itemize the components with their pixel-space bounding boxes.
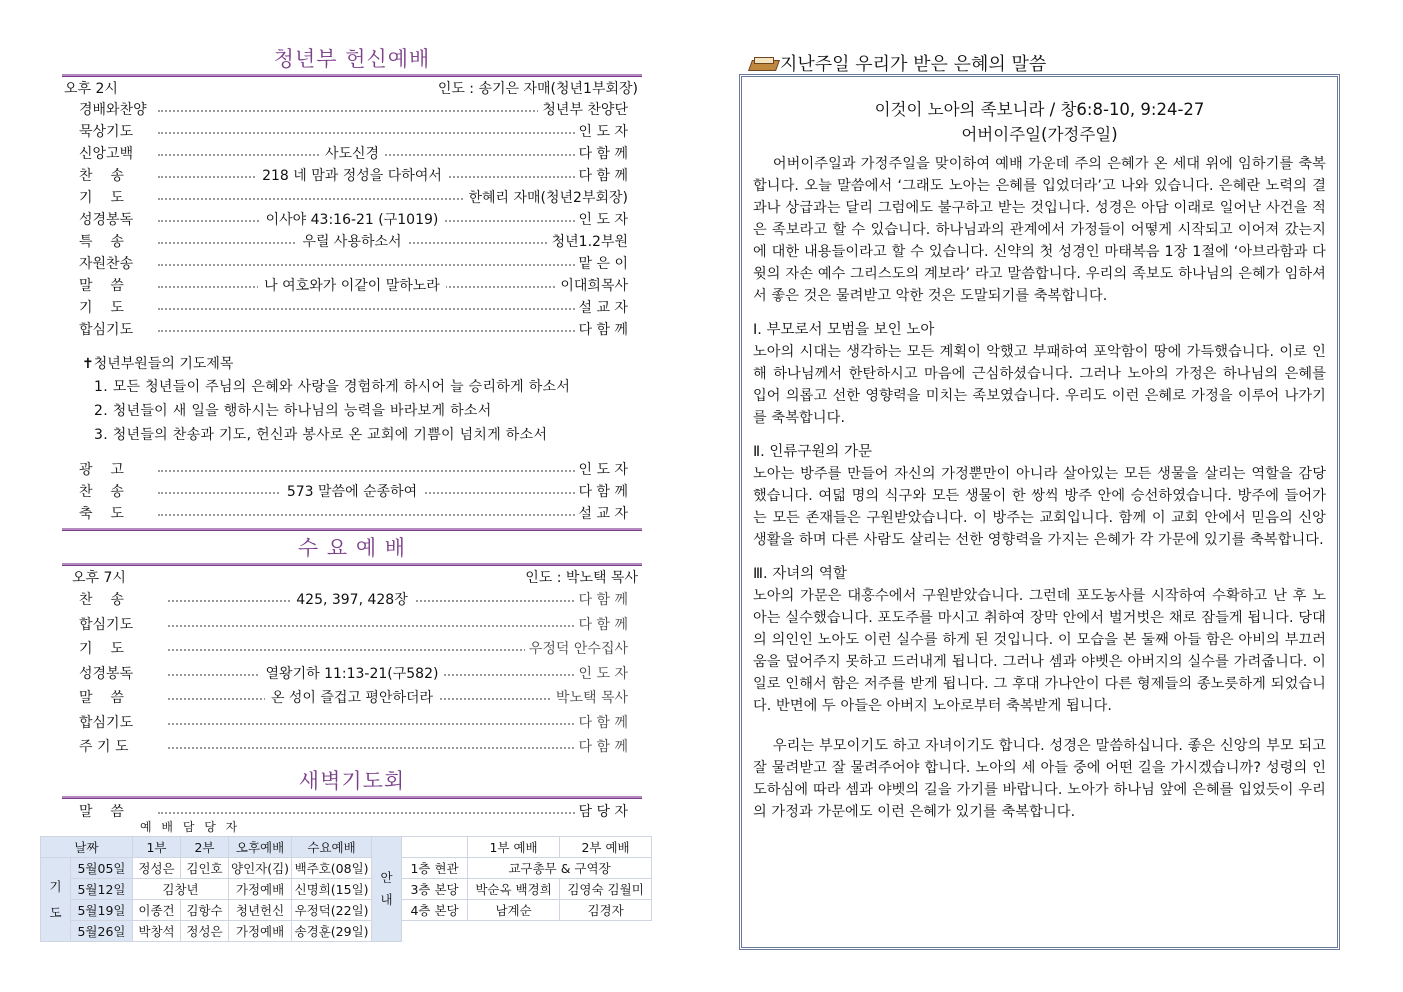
order-row — [62, 297, 642, 319]
schedule-cell: 백주호(08일) — [292, 858, 372, 879]
sermon-conclusion: 우리는 부모이기도 하고 자녀이기도 합니다. 성경은 말씀하십니다. 좋은 신앙의 부모 되고 잘 물려받고 잘 물려주어야 합니다. 노아의 세 아들 중에 어떤 길을 가시겠습니까? 성령의 인도하심에 따라 셈과 야벳의 길을 가기를 바랍니다. 노아가 하나님 앞에 은혜를 입었듯이 우리의 가정과 가문에도 이런 은혜가 있기를 축복합니다. — [753, 738, 1326, 820]
order-person: 설 교 자 — [575, 297, 628, 319]
guide-empty — [402, 921, 652, 942]
prayer-item: 2. 청년들이 새 일을 행하시는 하나님의 능력을 바라보게 하소서 — [94, 403, 492, 419]
order-label: 말 씀 — [79, 686, 128, 711]
sermon-title: 이것이 노아의 족보니라 / 창6:8-10, 9:24-27 — [874, 100, 1205, 119]
guide-cell: 박순옥 백경희 — [468, 879, 560, 900]
sermon-point-body: 노아의 시대는 생각하는 모든 계획이 악했고 부패하여 포악함이 땅에 가득했습니다. 이로 인해 하나님께서 한탄하시고 마음에 근심하셨습니다. 그러나 노아의 가정은 하나님의 은혜를 입어 의롭고 선한 영향력을 미치는 족보였습니다. 우리도 이런 은혜로 가정을 이루어 나가기를 축복합니다. — [753, 344, 1326, 426]
schedule-cell: 가정예배 — [229, 879, 292, 900]
order-person: 이대희목사 — [556, 275, 628, 297]
order-person: 다 함 께 — [575, 165, 628, 187]
schedule-date: 5월26일 — [71, 921, 133, 942]
order-row — [62, 503, 642, 525]
order-detail-wrap — [62, 165, 642, 187]
order-row — [62, 662, 642, 687]
order-row — [62, 588, 642, 613]
youth-service-time: 오후 2시 — [64, 81, 118, 97]
order-label: 찬 송 — [79, 481, 128, 503]
order-detail: 나 여호와가 이같이 말하노라 — [258, 278, 446, 294]
schedule-cell: 송경훈(29일) — [292, 921, 372, 942]
schedule-cell: 정성은 — [181, 921, 229, 942]
wednesday-service-order — [62, 588, 642, 760]
order-row — [62, 99, 642, 121]
order-label: 합심기도 — [79, 613, 137, 638]
guide-cell: 김경자 — [560, 900, 652, 921]
order-person: 한혜리 자매(청년2부회장) — [464, 187, 628, 209]
schedule-header: 오후예배 — [229, 837, 292, 858]
guide-corner — [402, 837, 468, 858]
order-person: 다 함 께 — [575, 319, 628, 341]
order-row — [62, 481, 642, 503]
spacer — [753, 717, 1326, 735]
order-detail: 우릴 사용하소서 — [296, 234, 407, 250]
schedule-cell: 김항수 — [181, 900, 229, 921]
order-label: 주 기 도 — [79, 735, 132, 760]
dot-leader — [158, 132, 582, 134]
order-label: 기 도 — [79, 637, 128, 662]
order-person: 다 함 께 — [575, 143, 628, 165]
dot-leader — [158, 110, 582, 112]
prayer-item: 3. 청년들의 찬송과 기도, 헌신과 봉사로 온 교회에 기쁨이 넘치게 하소서 — [94, 427, 548, 443]
wednesday-service-header — [62, 568, 642, 588]
order-detail-wrap — [62, 588, 642, 613]
dot-leader — [158, 308, 582, 310]
order-detail-wrap — [62, 275, 642, 297]
schedule-cell: 이종건 — [133, 900, 181, 921]
sermon-point-body: 노아의 가문은 대홍수에서 구원받았습니다. 그런데 포도농사를 시작하여 수확하고 난 후 노아는 실수했습니다. 포도주를 마시고 취하여 장막 안에서 벌거벗은 채로 잠들게 됩니다. 당대의 의인인 노아도 이런 실수를 하게 된 것입니다. 이 모습을 본 둘째 아들 함은 아비의 부끄러움을 덮어주지 못하고 드러내게 됩니다. 그러나 셈과 야벳은 아버지의 실수를 가려줍니다. 이 일로 인해서 함은 저주를 받게 됩니다. 그 후대 가나안이 다른 형제들의 종노릇하게 되었습니다. 반면에 두 아들은 아버지 노아로부터 축복받게 됩니다. — [753, 588, 1326, 714]
guide-header: 2부 예배 — [560, 837, 652, 858]
order-detail: 사도신경 — [319, 146, 385, 162]
guide-cell: 남계순 — [468, 900, 560, 921]
guide-place: 3층 본당 — [402, 879, 468, 900]
dot-leader — [158, 330, 582, 332]
order-row — [62, 711, 642, 736]
schedule-cell: 청년헌신 — [229, 900, 292, 921]
order-label: 말 씀 — [79, 801, 128, 823]
order-row — [62, 637, 642, 662]
dot-leader — [168, 649, 582, 651]
schedule-cell: 김창년 — [133, 879, 229, 900]
order-label: 찬 송 — [79, 165, 128, 187]
order-label: 기 도 — [79, 187, 128, 209]
order-detail: 573 말씀에 순종하여 — [281, 484, 423, 500]
order-label: 성경봉독 — [79, 209, 137, 231]
order-person: 인 도 자 — [575, 121, 628, 143]
order-label: 광 고 — [79, 459, 128, 481]
side-char: 내 — [380, 892, 393, 907]
sermon-section-header — [750, 50, 1046, 76]
prayer-topics-title: ✝청년부원들의 기도제목 — [82, 356, 234, 372]
order-person: 맡 은 이 — [575, 253, 628, 275]
side-char: 도 — [49, 904, 62, 920]
youth-service-header — [62, 79, 642, 99]
sermon-subtitle: 어버이주일(가정주일) — [961, 125, 1118, 144]
schedule-header: 수요예배 — [292, 837, 372, 858]
order-person: 다 함 께 — [575, 481, 628, 503]
guide-place: 1층 현관 — [402, 858, 468, 879]
order-detail-wrap — [62, 481, 642, 503]
order-detail-wrap — [62, 209, 642, 231]
order-row — [62, 253, 642, 275]
dot-leader — [168, 625, 582, 627]
order-person: 박노택 목사 — [552, 686, 628, 711]
order-row — [62, 735, 642, 760]
schedule-cell: 우정덕(22일) — [292, 900, 372, 921]
sermon-intro: 어버이주일과 가정주일을 맞이하여 예배 가운데 주의 은혜가 온 세대 위에 임하기를 축복합니다. 오늘 말씀에서 ‘그래도 노아는 은혜를 입었더라’고 나와 있습니다. 은혜란 노력의 결과나 상급과는 달리 그럼에도 불구하고 받는 것입니다. 성경은 아담 이래로 일어난 사건을 적은 족보라고 할 수 있습니다. 하나님과의 관계에서 가정들이 어떻게 시작되고 이어져 갔는지에 대한 내용들이라고 할 수 있습니다. 신약의 첫 성경인 마태복음 1장 1절에 ‘아브라함과 다윗의 자손 예수 그리스도의 계보라’ 라고 말씀합니다. 우리의 족보도 하나님의 은혜가 임하셔서 좋은 것은 물려받고 악한 것은 도말되기를 축복합니다. — [753, 156, 1326, 304]
schedule-header: 1부 — [133, 837, 181, 858]
side-char: 기 — [49, 878, 62, 894]
schedule-header: 날짜 — [41, 837, 133, 858]
order-person: 우정덕 안수집사 — [525, 637, 628, 662]
side-char: 안 — [380, 870, 393, 885]
sermon-point-body: 노아는 방주를 만들어 자신의 가정뿐만이 아니라 살아있는 모든 생물을 살리는 역할을 감당했습니다. 여덟 명의 식구와 모든 생물이 한 쌍씩 방주 안에 승선하였습니다. 방주에 들어가는 모든 존재들은 구원받았습니다. 이 방주는 교회입니다. 함께 이 교회 안에서 믿음의 신앙생활을 하며 다른 사람도 살리는 선한 영향력을 가지는 은혜가 각 가문에 있기를 축복합니다. — [753, 466, 1326, 548]
youth-service-order — [62, 99, 642, 341]
section-divider — [62, 796, 642, 799]
order-row — [62, 121, 642, 143]
order-row — [62, 143, 642, 165]
guide-cell: 김영숙 김월미 — [560, 879, 652, 900]
order-label: 경배와찬양 — [79, 99, 151, 121]
youth-service-leader: 인도 : 송기은 자매(청년1부회장) — [437, 81, 638, 97]
dot-leader — [158, 470, 582, 472]
schedule-date: 5월05일 — [71, 858, 133, 879]
order-detail-wrap — [62, 143, 642, 165]
dawn-prayer-title: 새벽기도회 — [298, 768, 406, 793]
order-row — [62, 187, 642, 209]
schedule-cell: 정성은 — [133, 858, 181, 879]
order-label: 찬 송 — [79, 588, 128, 613]
guide-header: 1부 예배 — [468, 837, 560, 858]
section-divider — [62, 563, 642, 566]
order-detail-wrap — [62, 662, 642, 687]
order-label: 축 도 — [79, 503, 128, 525]
schedule-caption: 예 배 담 당 자 — [140, 820, 241, 834]
order-row — [62, 686, 642, 711]
order-person: 청년1.2부원 — [548, 231, 628, 253]
order-label: 특 송 — [79, 231, 128, 253]
order-person: 설 교 자 — [575, 503, 628, 525]
youth-prayer-topics — [82, 353, 642, 447]
order-detail: 425, 397, 428장 — [290, 592, 414, 608]
sermon-point-heading: Ⅱ. 인류구원의 가문 — [753, 444, 873, 460]
order-label: 성경봉독 — [79, 662, 137, 687]
dot-leader — [158, 514, 582, 516]
prayer-item: 1. 모든 청년들이 주님의 은혜와 사랑을 경험하게 하시어 늘 승리하게 하소서 — [94, 379, 571, 395]
sermon-section-title: 지난주일 우리가 받은 은혜의 말씀 — [780, 54, 1047, 75]
prayer-side-label — [41, 858, 71, 942]
schedule-cell: 가정예배 — [229, 921, 292, 942]
order-label: 합심기도 — [79, 319, 137, 341]
schedule-date: 5월12일 — [71, 879, 133, 900]
book-icon — [750, 57, 776, 71]
bulletin-left-column — [62, 44, 642, 823]
order-row — [62, 209, 642, 231]
dot-leader — [168, 747, 582, 749]
youth-service-title: 청년부 헌신예배 — [273, 47, 431, 71]
order-detail: 온 성이 즐겁고 평안하더라 — [265, 690, 439, 706]
wednesday-service-title: 수 요 예 배 — [297, 536, 407, 560]
order-person: 다 함 께 — [575, 711, 628, 736]
schedule-cell: 양인자(김) — [229, 858, 292, 879]
sermon-point-heading: Ⅰ. 부모로서 모범을 보인 노아 — [753, 322, 935, 338]
sermon-point-heading: Ⅲ. 자녀의 역할 — [753, 566, 847, 582]
dot-leader — [158, 264, 582, 266]
duty-schedule-table — [40, 836, 652, 942]
order-row — [62, 459, 642, 481]
guide-side-label — [372, 837, 402, 942]
order-person: 인 도 자 — [575, 459, 628, 481]
order-label: 묵상기도 — [79, 121, 137, 143]
dot-leader — [158, 812, 582, 814]
schedule-cell: 박창석 — [133, 921, 181, 942]
order-row — [62, 319, 642, 341]
order-detail: 열왕기하 11:13-21(구582) — [260, 666, 445, 682]
order-label: 말 씀 — [79, 275, 128, 297]
guide-cell: 교구총무 & 구역장 — [468, 858, 652, 879]
section-divider — [62, 528, 642, 531]
order-person: 다 함 께 — [575, 588, 628, 613]
order-person: 인 도 자 — [575, 209, 628, 231]
order-person: 청년부 찬양단 — [538, 99, 628, 121]
sermon-box — [739, 74, 1340, 950]
order-person: 담 당 자 — [575, 801, 628, 823]
wednesday-service-time: 오후 7시 — [72, 570, 126, 586]
schedule-cell: 김인호 — [181, 858, 229, 879]
order-person: 인 도 자 — [575, 662, 628, 687]
guide-place: 4층 본당 — [402, 900, 468, 921]
wednesday-service-leader: 인도 : 박노택 목사 — [525, 570, 638, 586]
order-label: 자원찬송 — [79, 253, 137, 275]
dot-leader — [168, 723, 582, 725]
order-person: 다 함 께 — [575, 613, 628, 638]
order-label: 신앙고백 — [79, 143, 137, 165]
order-row — [62, 231, 642, 253]
order-detail: 이사야 43:16-21 (구1019) — [260, 212, 445, 228]
order-row — [62, 613, 642, 638]
section-divider — [62, 74, 642, 77]
order-detail: 218 네 맘과 정성을 다하여서 — [256, 168, 448, 184]
order-person: 다 함 께 — [575, 735, 628, 760]
schedule-date: 5월19일 — [71, 900, 133, 921]
schedule-cell: 신명희(15일) — [292, 879, 372, 900]
order-row — [62, 275, 642, 297]
order-label: 기 도 — [79, 297, 128, 319]
schedule-header: 2부 — [181, 837, 229, 858]
order-label: 합심기도 — [79, 711, 137, 736]
order-row — [62, 165, 642, 187]
youth-service-closing — [62, 459, 642, 525]
